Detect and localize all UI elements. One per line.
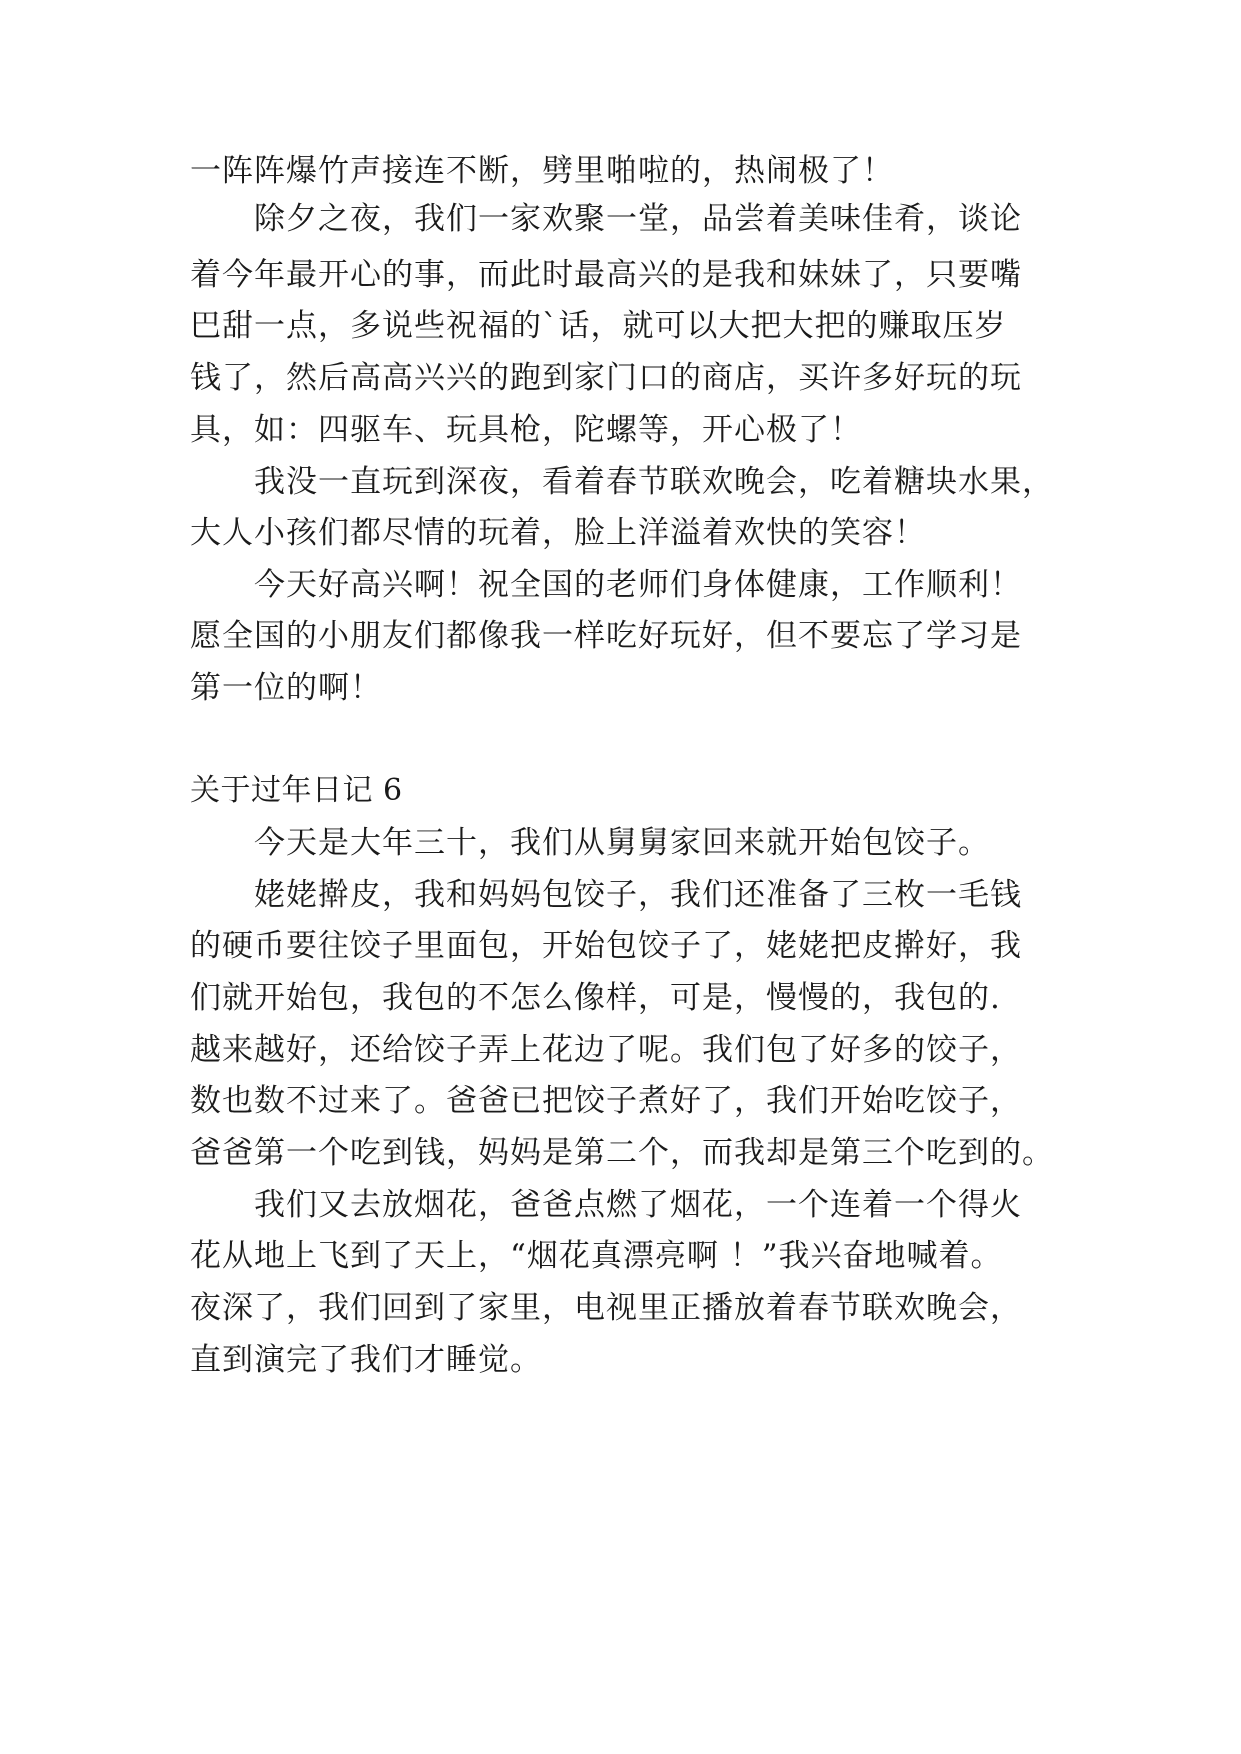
text-line: 具，如：四驱车、玩具枪，陀螺等，开心极了！ [190,412,862,448]
text-line: 大人小孩们都尽情的玩着，脸上洋溢着欢快的笑容！ [190,515,926,551]
text-line: 的硬币要往饺子里面包，开始包饺子了，姥姥把皮擀好，我 [190,928,1022,964]
text-line: 爸爸第一个吃到钱，妈妈是第二个，而我却是第三个吃到的。 [190,1135,1054,1171]
text-line: 愿全国的小朋友们都像我一样吃好玩好，但不要忘了学习是 [190,618,1022,654]
paragraph-start-line: 我们又去放烟花，爸爸点燃了烟花，一个连着一个得火 [254,1187,1022,1223]
text-line: 直到演完了我们才睡觉。 [190,1342,542,1378]
text-line: 一阵阵爆竹声接连不断，劈里啪啦的，热闹极了！ [190,153,894,189]
paragraph-start-line: 今天好高兴啊！祝全国的老师们身体健康，工作顺利！ [254,567,1022,603]
text-line: 巴甜一点，多说些祝福的`话，就可以大把大把的赚取压岁 [190,308,1007,344]
paragraph-start-line: 我没一直玩到深夜，看着春节联欢晚会，吃着糖块水果， [254,464,1054,500]
paragraph-start-line: 今天是大年三十，我们从舅舅家回来就开始包饺子。 [254,825,990,861]
text-line: 夜深了，我们回到了家里，电视里正播放着春节联欢晚会， [190,1290,1022,1326]
text-line: 第一位的啊！ [190,670,382,706]
section-title: 关于过年日记 6 [190,773,403,808]
text-line: 花从地上飞到了天上，“烟花真漂亮啊 ！”我兴奋地喊着。 [190,1238,1003,1274]
text-line: 们就开始包，我包的不怎么像样，可是，慢慢的，我包的. [190,980,1001,1016]
paragraph-start-line: 除夕之夜，我们一家欢聚一堂，品尝着美味佳肴，谈论 [254,201,1022,237]
text-line: 数也数不过来了。爸爸已把饺子煮好了，我们开始吃饺子， [190,1083,1022,1119]
text-line: 越来越好，还给饺子弄上花边了呢。我们包了好多的饺子， [190,1032,1022,1068]
text-line: 钱了，然后高高兴兴的跑到家门口的商店，买许多好玩的玩 [190,360,1022,396]
paragraph-start-line: 姥姥擀皮，我和妈妈包饺子，我们还准备了三枚一毛钱 [254,877,1022,913]
text-line: 着今年最开心的事，而此时最高兴的是我和妹妹了，只要嘴 [190,257,1022,293]
